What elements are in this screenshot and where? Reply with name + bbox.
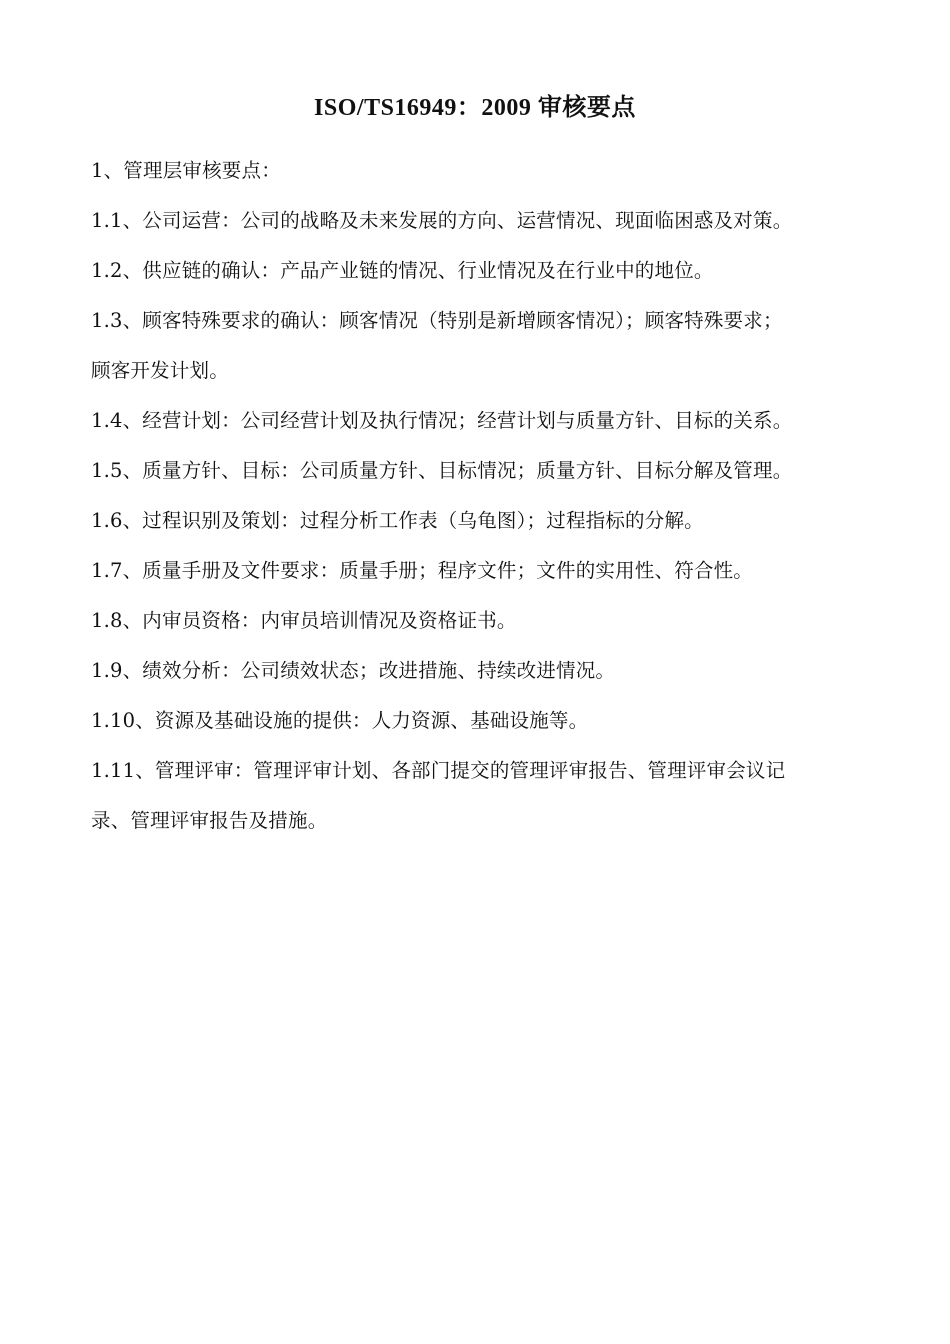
item-1-11-line-2: 录、管理评审报告及措施。 [91, 809, 328, 832]
item-1-11-line-1: 1.11、管理评审：管理评审计划、各部门提交的管理评审报告、管理评审会议记 [91, 759, 786, 782]
item-1-2: 1.2、供应链的确认：产品产业链的情况、行业情况及在行业中的地位。 [91, 259, 714, 282]
item-1-9: 1.9、绩效分析：公司绩效状态；改进措施、持续改进情况。 [91, 659, 616, 682]
section-heading: 1、管理层审核要点： [91, 159, 281, 182]
item-1-3-line-2: 顾客开发计划。 [91, 359, 229, 382]
item-1-3-line-1: 1.3、顾客特殊要求的确认：顾客情况（特别是新增顾客情况）；顾客特殊要求； [91, 309, 783, 332]
document-body [91, 146, 871, 846]
item-1-5: 1.5、质量方针、目标：公司质量方针、目标情况；质量方针、目标分解及管理。 [91, 459, 793, 482]
item-1-1: 1.1、公司运营：公司的战略及未来发展的方向、运营情况、现面临困惑及对策。 [91, 209, 793, 232]
item-1-8: 1.8、内审员资格：内审员培训情况及资格证书。 [91, 609, 517, 632]
document-title: ISO/TS16949：2009 审核要点 [314, 95, 636, 121]
item-1-6: 1.6、过程识别及策划：过程分析工作表（乌龟图）；过程指标的分解。 [91, 509, 704, 532]
item-1-4: 1.4、经营计划：公司经营计划及执行情况；经营计划与质量方针、目标的关系。 [91, 409, 793, 432]
item-1-7: 1.7、质量手册及文件要求：质量手册；程序文件；文件的实用性、符合性。 [91, 559, 754, 582]
item-1-10: 1.10、资源及基础设施的提供：人力资源、基础设施等。 [91, 709, 589, 732]
